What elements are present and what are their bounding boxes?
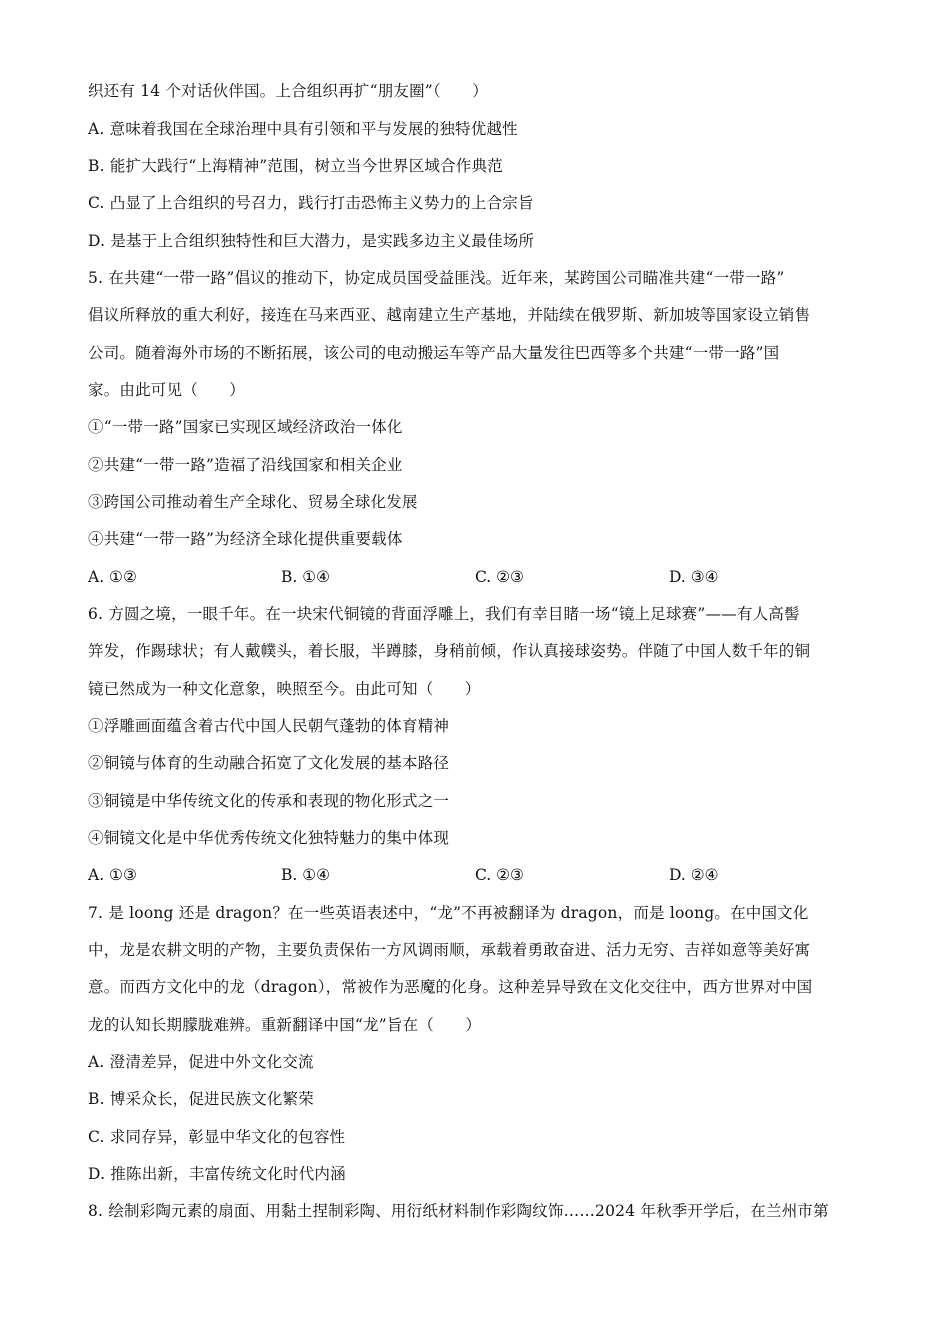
q7-stem-line-1: 7. 是 loong 还是 dragon？在一些英语表述中，“龙”不再被翻译为 dragon，而是 loong。在中国文化 bbox=[88, 904, 809, 922]
q5-choice-b: B. ①④ bbox=[281, 568, 331, 586]
q5-choice-a: A. ①② bbox=[88, 568, 137, 586]
q5-stem-line-4: 家。由此可见（ ） bbox=[88, 381, 246, 399]
q7-option-d: D. 推陈出新，丰富传统文化时代内涵 bbox=[88, 1165, 346, 1183]
q4-stem-tail: 织还有 14 个对话伙伴国。上合组织再扩“朋友圈”（ ） bbox=[88, 82, 488, 100]
q8-stem-head: 8. 绘制彩陶元素的扇面、用黏土捏制彩陶、用衍纸材料制作彩陶纹饰……2024 年秋季开学后，在兰州市第 bbox=[88, 1202, 829, 1220]
q5-stem-line-1: 5. 在共建“一带一路”倡议的推动下，协定成员国受益匪浅。近年来，某跨国公司瞄准共建“一带一路” bbox=[88, 269, 785, 287]
q4-option-b: B. 能扩大践行“上海精神”范围，树立当今世界区域合作典范 bbox=[88, 157, 503, 175]
q4-option-c: C. 凸显了上合组织的号召力，践行打击恐怖主义势力的上合宗旨 bbox=[88, 194, 534, 212]
q6-choice-b: B. ①④ bbox=[281, 866, 331, 884]
q4-option-d: D. 是基于上合组织独特性和巨大潜力，是实践多边主义最佳场所 bbox=[88, 232, 535, 250]
q5-statement-2: ②共建“一带一路”造福了沿线国家和相关企业 bbox=[88, 456, 403, 474]
q5-choice-d: D. ③④ bbox=[669, 568, 719, 586]
q5-stem-line-3: 公司。随着海外市场的不断拓展，该公司的电动搬运车等产品大量发往巴西等多个共建“一带一路”国 bbox=[88, 344, 780, 362]
q7-option-a: A. 澄清差异，促进中外文化交流 bbox=[88, 1053, 314, 1071]
q6-stem-line-2: 笄发，作踢球状；有人戴幞头，着长服，半蹲膝，身稍前倾，作认真接球姿势。伴随了中国人数千年的铜 bbox=[88, 642, 811, 660]
q7-option-b: B. 博采众长，促进民族文化繁荣 bbox=[88, 1090, 314, 1108]
q6-choice-a: A. ①③ bbox=[88, 866, 137, 884]
q6-statement-2: ②铜镜与体育的生动融合拓宽了文化发展的基本路径 bbox=[88, 754, 450, 772]
q4-option-a: A. 意味着我国在全球治理中具有引领和平与发展的独特优越性 bbox=[88, 120, 518, 138]
q5-statement-1: ①“一带一路”国家已实现区域经济政治一体化 bbox=[88, 418, 403, 436]
q6-statement-1: ①浮雕画面蕴含着古代中国人民朝气蓬勃的体育精神 bbox=[88, 717, 450, 735]
q5-statement-3: ③跨国公司推动着生产全球化、贸易全球化发展 bbox=[88, 493, 418, 511]
q7-option-c: C. 求同存异，彰显中华文化的包容性 bbox=[88, 1128, 346, 1146]
q6-statement-3: ③铜镜是中华传统文化的传承和表现的物化形式之一 bbox=[88, 792, 450, 810]
q6-choice-c: C. ②③ bbox=[475, 866, 524, 884]
q5-choice-c: C. ②③ bbox=[475, 568, 524, 586]
q6-stem-line-1: 6. 方圆之境，一眼千年。在一块宋代铜镜的背面浮雕上，我们有幸目睹一场“镜上足球赛”——有人高髻 bbox=[88, 605, 800, 623]
q7-stem-line-4: 龙的认知长期朦胧难辨。重新翻译中国“龙”旨在（ ） bbox=[88, 1016, 482, 1034]
q7-stem-line-3: 意。而西方文化中的龙（dragon），常被作为恶魔的化身。这种差异导致在文化交往中，西方世界对中国 bbox=[88, 978, 813, 996]
q5-stem-line-2: 倡议所释放的重大利好，接连在马来西亚、越南建立生产基地，并陆续在俄罗斯、新加坡等国家设立销售 bbox=[88, 306, 811, 324]
q6-choice-d: D. ②④ bbox=[669, 866, 719, 884]
q6-statement-4: ④铜镜文化是中华优秀传统文化独特魅力的集中体现 bbox=[88, 829, 450, 847]
q6-stem-line-3: 镜已然成为一种文化意象，映照至今。由此可知（ ） bbox=[88, 680, 481, 698]
q7-stem-line-2: 中，龙是农耕文明的产物，主要负责保佑一方风调雨顺，承载着勇敢奋进、活力无穷、吉祥如意等美好寓 bbox=[88, 941, 811, 959]
q5-statement-4: ④共建“一带一路”为经济全球化提供重要载体 bbox=[88, 530, 403, 548]
